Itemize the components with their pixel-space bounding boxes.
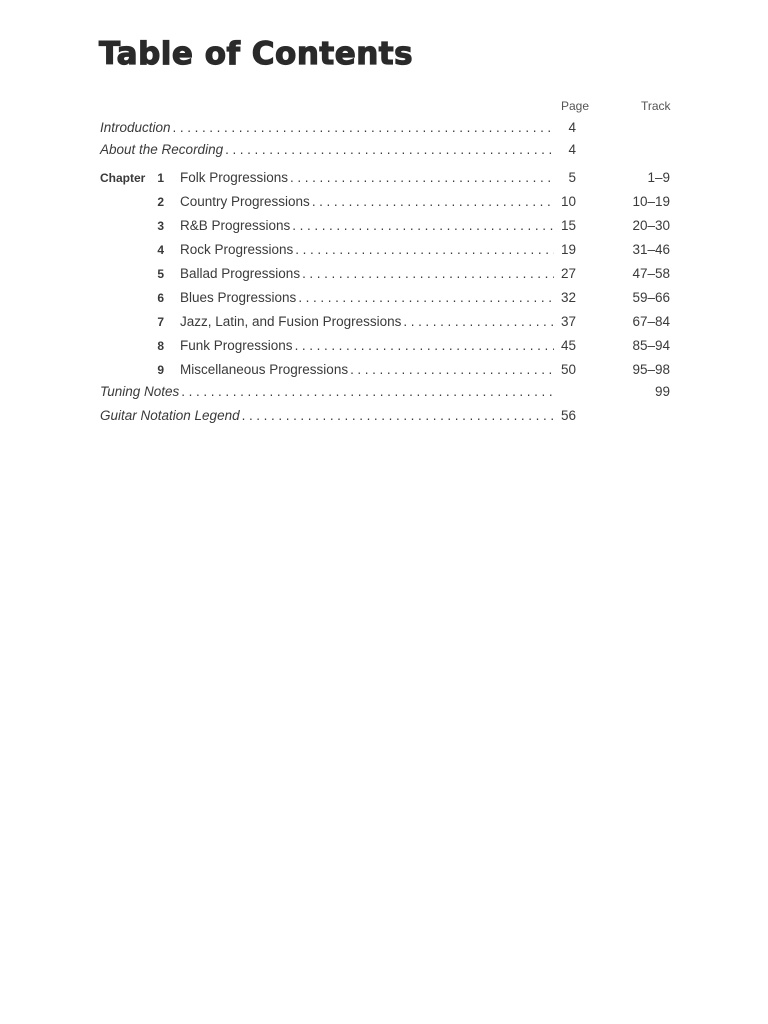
entry-leader (100, 383, 576, 401)
entry-page: 56 (560, 408, 576, 423)
toc-entry[interactable] (100, 193, 670, 211)
entry-title: Rock Progressions (180, 242, 294, 257)
entry-page: 5 (568, 170, 576, 185)
entry-track: 47–58 (632, 266, 670, 281)
entry-title: Blues Progressions (180, 290, 297, 305)
toc-entry[interactable] (100, 241, 670, 259)
entry-track: 95–98 (632, 362, 670, 377)
dot-leader (293, 241, 554, 259)
entry-page: 32 (560, 290, 576, 305)
entry-leader (180, 337, 576, 355)
entry-leader (180, 217, 576, 235)
entry-title: Ballad Progressions (180, 266, 301, 281)
entry-leader (100, 141, 576, 159)
entry-title: R&B Progressions (180, 218, 291, 233)
entry-title: Jazz, Latin, and Fusion Progressions (180, 314, 402, 329)
entry-page: 19 (560, 242, 576, 257)
entry-leader (180, 169, 576, 187)
entry-page: 37 (560, 314, 576, 329)
toc-entry[interactable] (100, 119, 670, 137)
entry-page: 45 (560, 338, 576, 353)
chapter-number: 1 (157, 171, 164, 185)
toc-entry[interactable] (100, 141, 670, 159)
dot-leader (348, 361, 554, 379)
entry-leader (180, 361, 576, 379)
chapter-number: 4 (157, 243, 164, 257)
toc-entry[interactable] (100, 289, 670, 307)
entry-title: Guitar Notation Legend (100, 408, 240, 423)
toc-entry[interactable] (100, 383, 670, 401)
track-column-header: Track (641, 99, 671, 113)
dot-leader (240, 407, 554, 425)
dot-leader (310, 193, 554, 211)
chapter-number: 8 (157, 339, 164, 353)
entry-leader (180, 193, 576, 211)
chapter-label: Chapter (100, 171, 146, 185)
toc-entry[interactable] (100, 361, 670, 379)
chapter-number: 5 (157, 267, 164, 281)
entry-title: About the Recording (100, 142, 224, 157)
page-title: Table of Contents (99, 36, 414, 72)
entry-track: 1–9 (647, 170, 670, 185)
entry-track: 67–84 (632, 314, 670, 329)
dot-leader (293, 337, 554, 355)
toc-entry[interactable] (100, 265, 670, 283)
toc-entry[interactable] (100, 337, 670, 355)
dot-leader (300, 265, 554, 283)
entry-track: 31–46 (632, 242, 670, 257)
toc-entry[interactable] (100, 407, 670, 425)
entry-leader (100, 407, 576, 425)
dot-leader (401, 313, 554, 331)
dot-leader (296, 289, 554, 307)
entry-leader (180, 241, 576, 259)
dot-leader (223, 141, 554, 159)
entry-leader (180, 265, 576, 283)
entry-track: 20–30 (632, 218, 670, 233)
entry-track: 59–66 (632, 290, 670, 305)
entry-title: Miscellaneous Progressions (180, 362, 349, 377)
entry-page: 27 (560, 266, 576, 281)
chapter-number: 7 (157, 315, 164, 329)
dot-leader (290, 217, 554, 235)
entry-leader (100, 119, 576, 137)
entry-title: Tuning Notes (100, 384, 180, 399)
entry-track: 10–19 (632, 194, 670, 209)
chapter-number: 9 (157, 363, 164, 377)
toc-entry[interactable] (100, 217, 670, 235)
dot-leader (179, 383, 554, 401)
entry-title: Funk Progressions (180, 338, 293, 353)
entry-page: 4 (568, 142, 576, 157)
entry-page: 4 (568, 120, 576, 135)
toc-entry[interactable] (100, 313, 670, 331)
entry-page (554, 383, 576, 401)
entry-page: 50 (560, 362, 576, 377)
entry-track: 99 (654, 384, 670, 399)
entry-leader (180, 313, 576, 331)
dot-leader (288, 169, 554, 187)
entry-track: 85–94 (632, 338, 670, 353)
entry-page: 15 (560, 218, 576, 233)
toc-entry[interactable] (100, 169, 670, 187)
entry-title: Country Progressions (180, 194, 310, 209)
chapter-number: 3 (157, 219, 164, 233)
entry-title: Folk Progressions (180, 170, 289, 185)
chapter-number: 2 (157, 195, 164, 209)
dot-leader (171, 119, 554, 137)
chapter-number: 6 (157, 291, 164, 305)
page-column-header: Page (561, 99, 590, 113)
entry-leader (180, 289, 576, 307)
entry-title: Introduction (100, 120, 171, 135)
entry-page: 10 (560, 194, 576, 209)
